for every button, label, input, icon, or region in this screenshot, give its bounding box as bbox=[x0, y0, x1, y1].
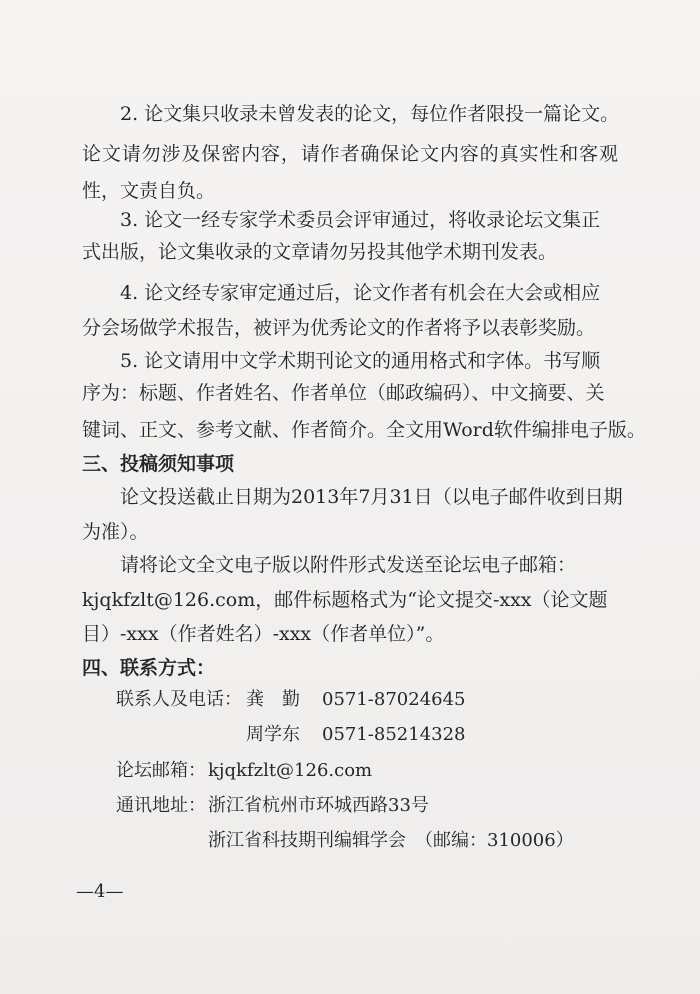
submit-line-3: 目）-xxx（作者姓名）-xxx（作者单位）”。 bbox=[82, 623, 445, 645]
deadline-line-2: 为准）。 bbox=[82, 521, 149, 543]
paragraph-3-line-2: 式出版，论文集收录的文章请勿另投其他学术期刊发表。 bbox=[82, 241, 558, 263]
email-label: 论坛邮箱： bbox=[116, 760, 206, 781]
email-address: kjqkfzlt@126.com bbox=[208, 760, 373, 781]
address-line-1: 浙江省杭州市环城西路33号 bbox=[208, 795, 429, 816]
contact-1-name: 龚 勤 bbox=[246, 689, 300, 710]
section-4-heading: 四、联系方式： bbox=[82, 657, 216, 679]
paragraph-2-line-3: 性，文责自负。 bbox=[82, 180, 216, 202]
submit-line-2: kjqkfzlt@126.com，邮件标题格式为“论文提交-xxx（论文题 bbox=[82, 589, 608, 611]
paragraph-4-line-1: 4. 论文经专家审定通过后，论文作者有机会在大会或相应 bbox=[120, 282, 601, 304]
paragraph-5-line-2: 序为：标题、作者姓名、作者单位（邮政编码）、中文摘要、关 bbox=[82, 382, 605, 404]
section-3-heading: 三、投稿须知事项 bbox=[82, 453, 235, 475]
paragraph-3-line-1: 3. 论文一经专家学术委员会评审通过，将收录论坛文集正 bbox=[120, 209, 601, 231]
paragraph-5-line-1: 5. 论文请用中文学术期刊论文的通用格式和字体。书写顺 bbox=[120, 350, 601, 372]
address-label: 通讯地址： bbox=[116, 795, 206, 816]
deadline-line-1: 论文投送截止日期为2013年7月31日（以电子邮件收到日期 bbox=[120, 486, 623, 508]
contact-label: 联系人及电话： bbox=[116, 689, 242, 710]
paragraph-2-line-2: 论文请勿涉及保密内容，请作者确保论文内容的真实性和客观 bbox=[82, 143, 618, 165]
contact-2-phone: 0571-85214328 bbox=[322, 724, 466, 745]
address-line-2: 浙江省科技期刊编辑学会 （邮编：310006） bbox=[208, 830, 574, 851]
submit-line-1: 请将论文全文电子版以附件形式发送至论坛电子邮箱： bbox=[120, 554, 577, 576]
contact-1-phone: 0571-87024645 bbox=[322, 689, 466, 710]
page-number: —4— bbox=[76, 881, 124, 902]
contact-2-name: 周学东 bbox=[246, 724, 300, 745]
paragraph-5-line-3: 键词、正文、参考文献、作者简介。全文用Word软件编排电子版。 bbox=[82, 419, 646, 441]
paragraph-4-line-2: 分会场做学术报告，被评为优秀论文的作者将予以表彰奖励。 bbox=[82, 317, 596, 339]
paragraph-2-line-1: 2. 论文集只收录未曾发表的论文，每位作者限投一篇论文。 bbox=[120, 103, 620, 125]
